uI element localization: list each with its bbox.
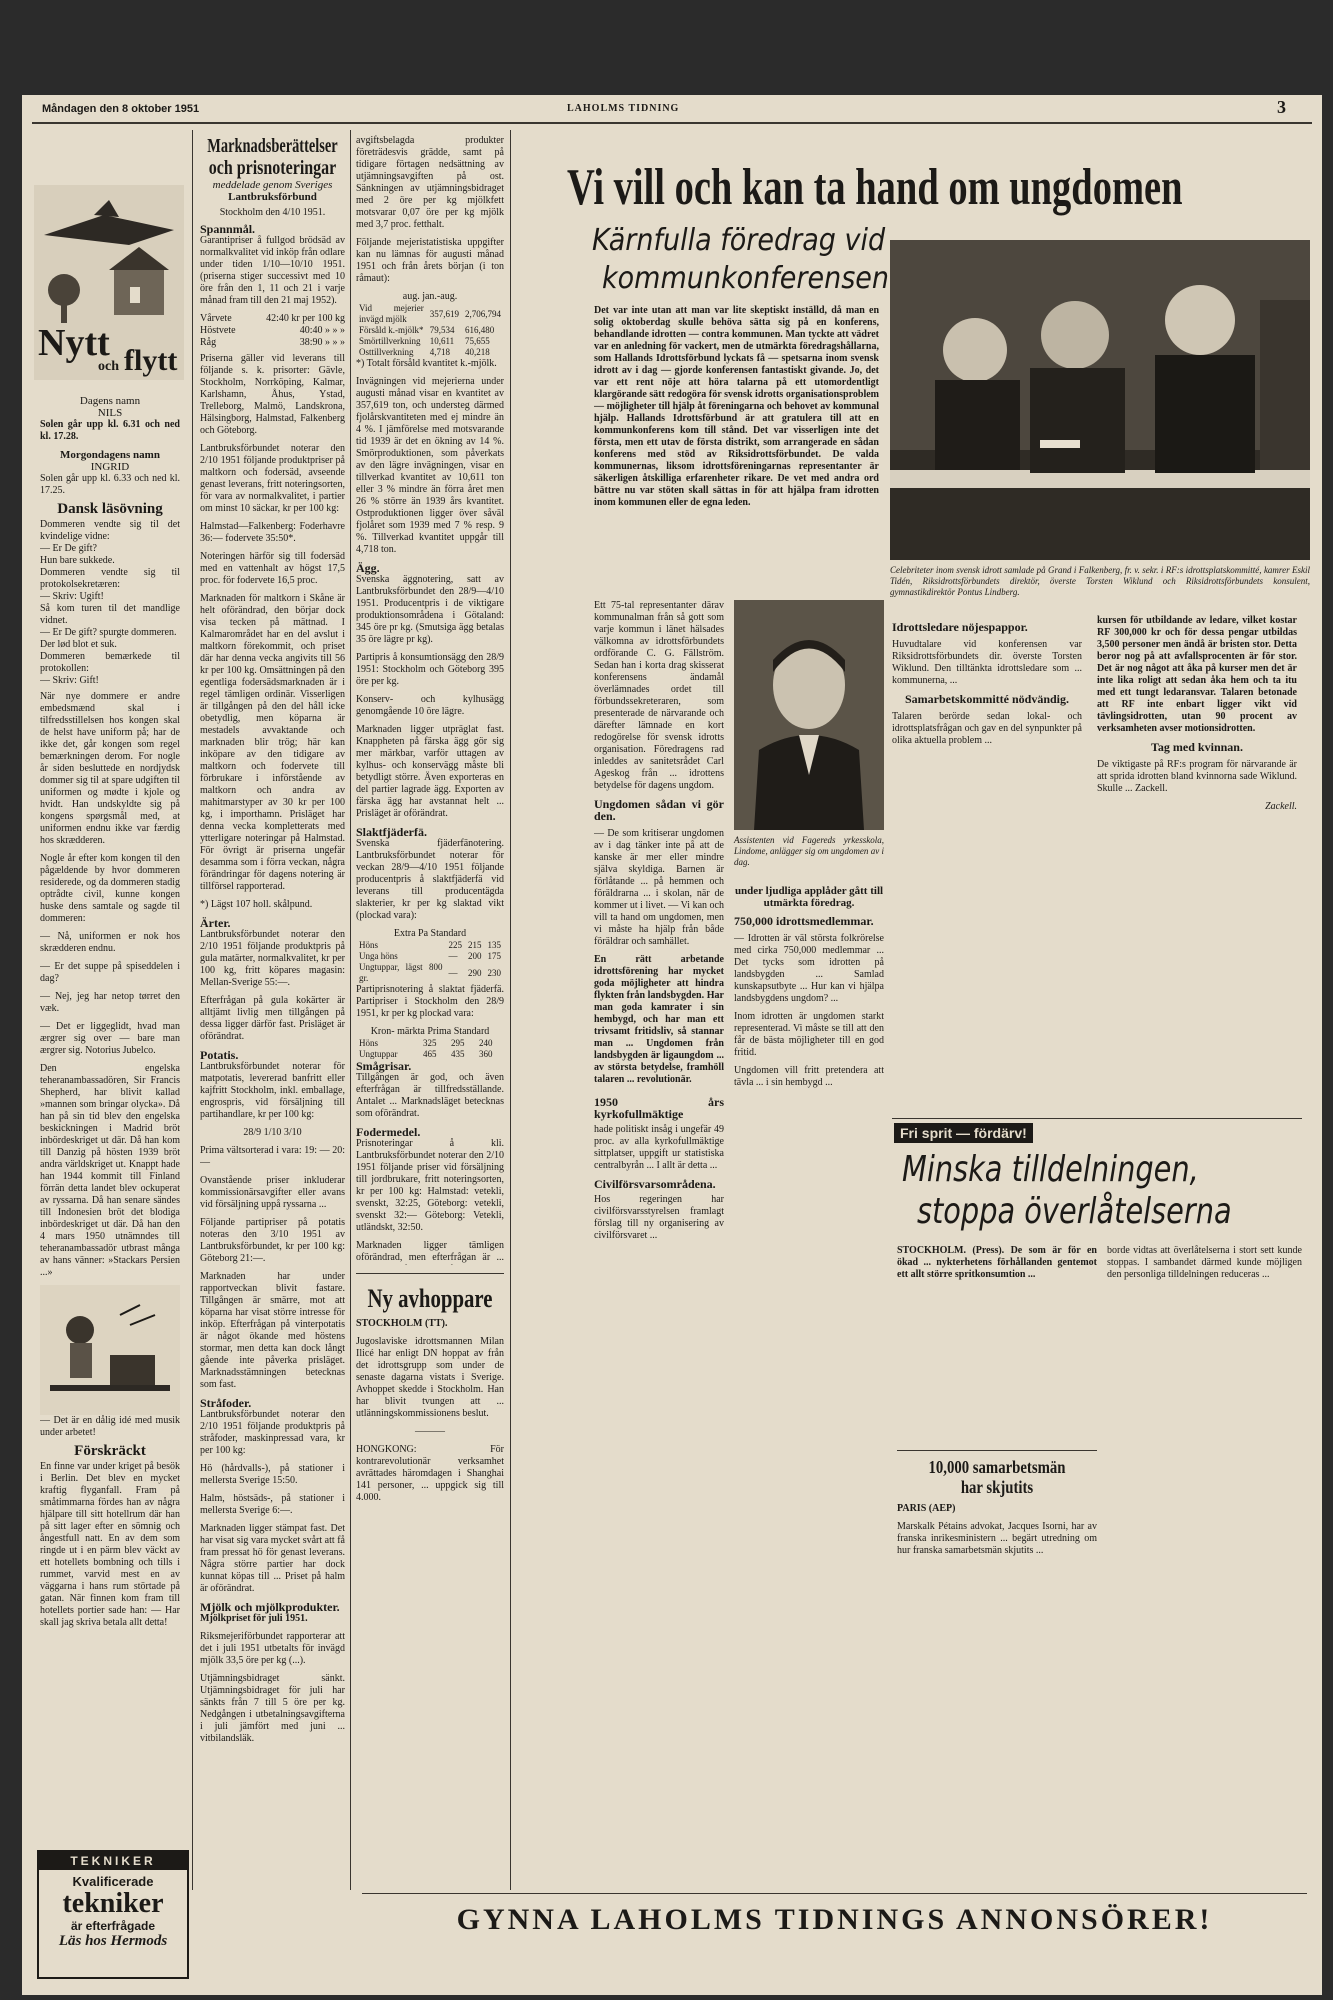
sprit-body-left: STOCKHOLM. (Press). De som är för en ökad ... nykterhetens förhållanden gentemot ett allt större spritkonsumtion ... xyxy=(897,1245,1097,1280)
tag-med-kvinnan-head: Tag med kvinnan. xyxy=(1151,740,1243,754)
rag-row xyxy=(200,337,345,349)
strafoder-body3: Halm, höstsäds-, på stationer i mellersta Sverige 6:—. xyxy=(200,1493,345,1516)
left-body-6: — Det er liggeglidt, hvad man ærgrer sig over — bare man ærgrer sig. Notorius Jubelco. xyxy=(40,1021,180,1056)
ungdom-col3-p2: Talaren berörde sedan lokal- och idrottsplatsfrågan och gav en del synpunkter på olika aktuella problem ... xyxy=(892,711,1082,746)
arter-head: Ärter. xyxy=(200,916,231,930)
table-cell: 4,718 xyxy=(429,347,450,357)
center-quote: under ljudliga applåder gått till utmärkta föredrag. xyxy=(734,885,884,909)
slakt-tbl-head: Extra Pa Standard xyxy=(393,928,467,939)
mjolk-head: Mjölk och mjölkprodukter. xyxy=(200,1600,340,1614)
portrait-caption: Assistenten vid Fagereds yrkesskola, Lindome, anlägger sig om ungdomen av i dag. xyxy=(734,835,884,867)
mid-col-note: *) Totalt försåld kvantitet k.-mjölk. xyxy=(356,358,497,369)
mjolk-sub: Mjölkpriset för juli 1951. xyxy=(200,1613,308,1624)
rag-label: Råg xyxy=(200,337,217,348)
vete-row xyxy=(200,313,345,325)
civilforsvar-head: Civilförsvarsområdena. xyxy=(594,1177,716,1191)
ad-efterfragade: är efterfrågade xyxy=(70,1919,156,1933)
lasovning-line: — Er De gift? spurgte dommeren. xyxy=(40,627,177,638)
column-rule xyxy=(510,130,511,1890)
mjolk-body2: Utjämningsbidraget sänkt. Utjämningsbidraget för juli har sänkts från 7 till 5 öre per kg. Nedgången i utbetalningsavgifterna i juli jämfört med juni ... vitbilandsläk. xyxy=(200,1673,345,1744)
ny-avhoppare-body: Jugoslaviske idrottsmannen Milan Ilicé har enligt DN hoppat av från det idrottsgrupp som under de senaste dagarna vistats i Sverige. Avhoppet skedde i Stockholm. Han har blivit tvungen att ... utlänningskommissionens beslut. xyxy=(356,1336,504,1419)
table-cell: 10,611 xyxy=(429,336,455,346)
table-row xyxy=(356,325,504,336)
footer-banner: GYNNA LAHOLMS TIDNINGS ANNONSÖRER! xyxy=(456,1903,1213,1936)
table-cell: 175 xyxy=(487,951,501,961)
ungdom-column-4 xyxy=(1097,615,1297,1115)
table-cell: Osttillverkning xyxy=(359,347,414,357)
table-cell: 225 xyxy=(448,940,462,950)
ungdom-col2-p3: Ungdomen vill fritt pretendera att tävla ... i sin hembygd ... xyxy=(734,1065,884,1088)
strafoder-body: Lantbruksförbundet noterar den 2/10 1951 följande produktpris på stråfoder, maskinpressad vara, kr per 100 kg: xyxy=(200,1409,345,1456)
lasovning-line: Dommeren vendte sig til protokolsekretæren: xyxy=(40,567,180,590)
agg-body: Svenska äggnotering, satt av Lantbruksförbundet den 28/9—4/10 1951. Producentpris i de viktigare produktionsområdena i Götaland: 345 öre pr kg. (Smutsiga ägg betalas 35 öre lägre pr kg). xyxy=(356,574,504,645)
nytt-title-1: Nytt xyxy=(38,322,110,364)
spannmal-body2: Priserna gäller vid leverans till följande s. k. prisorter: Gävle, Stockholm, Norrköping, Kalmar, Karlshamn, Åhus, Ystad, Trelleborg, Malmö, Landskrona, Hälsingborg, Halmstad, Falkenberg och Göteborg. xyxy=(200,353,345,436)
forskrackt-body: En finne var under kriget på besök i Berlin. Det blev en mycket kraftig flyganfall. Fram på småtimmarna fördes han av några hjälpare till sitt hotellrum där han på sitt lager efter en sömnig och ångestfull natt. En av dem som ringde ut i en pärm blev väckt av ett hotellets bombning och tills i rummet, varvid mest en av väggarna i hans rum störtade på gatan. När finnen kom fram till hotellets portier sade han: — Har skall jag skriva betala allt detta! xyxy=(40,1461,180,1628)
table-cell: — xyxy=(448,967,458,978)
ad-kval: Kvalificerade xyxy=(72,1874,154,1889)
spannmal-head: Spannmål. xyxy=(200,222,256,236)
potatis-body5: Marknaden har under rapportveckan blivit fastare. Tillgången är smärre, mot att köparna har visat större intresse för inköp. Efterfrågan på vinterpotatis är något ökande med höstens stormar, men detta kan dock långt gående inte påverka prisläget. Marknadsstämningen betecknas som fast. xyxy=(200,1271,345,1390)
market-sub-1: meddelade genom Sveriges xyxy=(212,179,333,191)
smagris-head: Smågrisar. xyxy=(356,1059,412,1073)
column-rule xyxy=(350,130,351,1890)
table-cell: 290 xyxy=(468,967,482,978)
host-val: 40:40 » » » xyxy=(299,325,345,336)
table-cell: 360 xyxy=(478,1049,493,1059)
left-body-5: — Nej, jeg har netop tørret den væk. xyxy=(40,991,180,1014)
cartoon-caption: — Det är en dålig idé med musik under arbetet! xyxy=(40,1415,180,1438)
ny-avhoppare-article: Ny avhoppare STOCKHOLM (TT). Jugoslaviske idrottsmannen Milan Ilicé har enligt DN hoppat av från det idrottsgrupp som under de senaste dagarna vistats i Sverige. Avhoppet skedde i Stockholm. Han har blivit tvungen att ... utlänningskommissionens beslut. ——— HONGKONG: För kontrarevolutionär verksamhet avrättades häromdagen i Shanghai 141 personer, ... uppgick sig till 4.000. xyxy=(356,1284,504,1503)
table-cell: 215 xyxy=(468,940,482,950)
box-head-1: 10,000 samarbetsmän xyxy=(928,1457,1066,1477)
left-body-3: — Nå, uniformen er nok hos skrædderen endnu. xyxy=(40,931,180,954)
table-cell: 435 xyxy=(450,1049,465,1059)
vete-val: 42:40 kr per 100 kg xyxy=(266,313,345,324)
civilforsvar-body: Hos regeringen har civilförsvarsstyrelsen framlagt förslag till ny organisering av civilförsvaret ... xyxy=(594,1194,724,1241)
spannmal-body6: Marknaden för maltkorn i Skåne är helt oförändrad, den börjar dock visa tecken på mättnad. I Kalmarområdet har en del avslut i maltkorn förekommit, och priset där har denna vecka angivits till 56 kr per 100 kg. Omsättningen på den egentliga fodersädsmarknaden är i regel tämligen ordinär. Visserligen är tillgången på den del håll icke obetydlig, men köparna är mestadels avvaktande och marknaden blir trög; här kan inköpare av den tidigare av maltkorn och fodervete till förbrukare i införstående av maltkorn och andra av mahitmarstyper av 30 kr per 100 kg, i importhamn. Prisläget har denna vecka kompletterats med ytterligare noteringar på Halmstad. För övrigt är priserna ungefär desamma som i förra veckan, några förändringar för dagens notering är tillförsel rapporterad. xyxy=(200,593,345,892)
ungdom-subhead-1: Kärnfulla föredrag vid xyxy=(592,223,886,258)
kyrkofullmaktige-body: hade politiskt insåg i ungefär 49 proc. av alla kyrkofullmäktige sittplatser, uppgift ur statistiska centralbyrån ... I allt är detta ... xyxy=(594,1124,724,1171)
header-rule xyxy=(32,122,1312,124)
arter-body2: Efterfrågan på gula kokärter är alltjämt livlig men tillgången på dessa ligger därför fast. Prisläget är oförändrat. xyxy=(200,995,345,1042)
section-rule xyxy=(356,1273,504,1274)
ungdom-column-3 xyxy=(892,615,1082,1115)
lasovning-line: Der lød blot et suk. xyxy=(40,639,117,650)
ungdom-col1-p1: Ett 75-tal representanter därav kommunalman från så gott som varje kommun i länet hälsades välkomna av idrottsförbundets ordförande C. G. Fällström. Sedan han i korta drag skisserat konferensens ändamål överlämnades ordet till förbundssekreteraren, som presenterade de närvarande och därefter lämnade en kort redogörelse för svensk idrotts organisation. Föredragens rad inleddes av sanitetsrådet Carl Ageskog från ... idrottens betydelse för dagens ungdom. xyxy=(594,600,724,791)
ny-avhoppare-dateline: STOCKHOLM (TT). xyxy=(356,1318,448,1329)
vete-label: Vårvete xyxy=(200,313,232,324)
potatis-body3: Ovanstående priser inkluderar kommissionärsavgifter eller avans vid försäljning uppå ryssarna ... xyxy=(200,1175,345,1210)
table-cell: 2,706,794 xyxy=(465,308,501,319)
ungdom-headline: Vi vill och kan ta hand om ungdomen xyxy=(567,159,1183,216)
ad-tekniker-big: tekniker xyxy=(62,1888,164,1919)
table-cell: — xyxy=(448,951,458,961)
table-row xyxy=(356,1038,504,1049)
lasovning-line: Hun bare sukkede. xyxy=(40,555,115,566)
table-cell: 325 xyxy=(422,1038,437,1048)
table-row xyxy=(356,962,504,984)
table-cell: 200 xyxy=(468,951,482,961)
hongkong-body: HONGKONG: För kontrarevolutionär verksamhet avrättades häromdagen i Shanghai 141 personer, ... uppgick sig till 4.000. xyxy=(356,1444,504,1503)
spannmal-body4: Halmstad—Falkenberg: Foderhavre 36:— fodervete 35:50*. xyxy=(200,521,345,544)
lasovning-line: — Skriv: Gift! xyxy=(40,675,99,686)
agg-body3: Konserv- och kylhusägg genomgående 10 öre lägre. xyxy=(356,694,504,717)
sprit-body-right: borde vidtas att överlåtelserna i stort sett kunde stoppas. I sambandet därmed kunde möjligen den personliga tilldelningen reduceras ... xyxy=(1107,1245,1302,1280)
ny-avhoppare-head: Ny avhoppare xyxy=(367,1284,493,1313)
table-cell: 357,619 xyxy=(429,308,459,319)
table-row xyxy=(356,940,504,951)
host-row xyxy=(200,325,345,337)
ad-las: Läs hos Hermods xyxy=(58,1933,168,1949)
table-row xyxy=(356,951,504,962)
slakt-body: Svenska fjäderfänotering. Lantbruksförbundet noterar för veckan 28/9—4/10 1951 följande producentpris å slaktfjäderfä vid leverans till producentägda slakterier, kr per kg slaktad vikt (plockad vara): xyxy=(356,838,504,921)
section-rule xyxy=(897,1450,1097,1451)
potatis-body4: Följande partipriser på potatis noteras den 3/10 1951 av Lantbruksförbundet, kr per 100 kg: Göteborg 21:—. xyxy=(200,1217,345,1264)
ungdom-col4-p1: kursen för utbildande av ledare, vilket kostar RF 300,000 kr och för dessa pengar utbildas 3,500 personer men ändå är bristen stor. Detta beror nog på att avfallsprocenten är för stor. Det är nog något att åka på kurser men det är inte lika roligt att sedan åka hem och ta itu med ett tungt ledaransvar. Talaren betonade att RF inte enbart ligger vikt vid tävlingsidrotten, utan 90 procent av verksamheten avser motionsidrotten. xyxy=(1097,615,1297,734)
sol-line-1: Solen går upp kl. 6.31 och ned kl. 17.28. xyxy=(40,419,180,442)
ungdom-col1-head: Ungdomen sådan vi gör den. xyxy=(594,797,724,823)
dagens-namn: NILS xyxy=(97,407,123,419)
nytt-title-2: och xyxy=(98,359,119,374)
page-number: 3 xyxy=(1277,97,1286,117)
table-row xyxy=(356,347,504,358)
market-sub-2: Lantbruksförbund xyxy=(228,191,317,203)
idrottsledare-head: Idrottsledare nöjespappor. xyxy=(892,620,1028,634)
lasovning-line: Dommeren bemærkede til protokollen: xyxy=(40,651,180,674)
mejeri-table xyxy=(356,303,504,358)
sol-line-2: Solen går upp kl. 6.33 och ned kl. 17.25. xyxy=(40,473,180,496)
hermods-ad xyxy=(37,1850,189,1979)
table-cell: 230 xyxy=(487,967,501,978)
column-rule xyxy=(192,130,193,1890)
table-cell: 135 xyxy=(487,940,501,950)
byline: Zackell. xyxy=(1265,801,1297,812)
ungdom-col2-p1: — Idrotten är väl största folkrörelse med cirka 750,000 medlemmar ... Det tycks som idrotten på landsbygden ... Samlad kunskapsutbyte ... Hur kan vi hjälpa landsbygdens ungdom? ... xyxy=(734,933,884,1004)
ungdom-subhead-2: kommunkonferensen xyxy=(602,261,889,296)
strafoder-body2: Hö (hårdvalls-), på stationer i mellersta Sverige 15:50. xyxy=(200,1463,345,1486)
table-cell: 465 xyxy=(422,1049,437,1059)
ungdom-col1-p4: En rätt arbetande idrottsförening har mycket goda möjligheter att hindra flykten från landsbygden. Har man goda kamrater i sin hembygd, och har man ett trivsamt fritidsliv, så stannar man ... Ungdomen från landsbygden är ligaungdom ... av största betydelse, framhöll talaren ... revolutionär. xyxy=(594,954,724,1085)
ungdom-column-2 xyxy=(734,885,884,1840)
samarbetskommitte-head: Samarbetskommitté nödvändig. xyxy=(904,692,1069,706)
table-cell: Ungtuppar xyxy=(359,1049,398,1059)
newspaper-page xyxy=(22,95,1322,1995)
table-cell: 616,480 xyxy=(465,325,495,335)
left-column xyxy=(40,395,180,1845)
ungdom-column-1 xyxy=(594,600,724,1840)
table-row xyxy=(356,303,504,325)
box-body: Marskalk Pétains advokat, Jacques Isorni, har av franska inrikesministern ... begärt utredning om hur franska samarbetsmän skjutits ... xyxy=(897,1521,1097,1556)
market-dateline: Stockholm den 4/10 1951. xyxy=(219,207,326,218)
idrottsmedlemmar-head: 750,000 idrottsmedlemmar. xyxy=(734,914,874,928)
lasovning-line: Så kom turen til det mandlige vidnet. xyxy=(40,603,180,626)
nytt-och-flytt-illustration xyxy=(34,185,184,380)
fodermedel-head: Fodermedel. xyxy=(356,1125,421,1139)
mjolk-body: Riksmejeriförbundet rapporterar att det i juli 1951 utbetalts för invägd mjölk 33,5 öre per kg (...). xyxy=(200,1631,345,1666)
box-head-2: har skjutits xyxy=(960,1477,1034,1497)
table-cell: 295 xyxy=(450,1038,465,1048)
mid-col-body3: Invägningen vid mejerierna under augusti månad visar en kvantitet av 357,619 ton, och understeg därmed fjolårskvantiteten med ej mindre än 4 %. I jämförelse med motsvarande tid 1939 är det en ökning av 14 %. Smörproduktionen, som påverkats av den lägre invägningen, visar en tillverkad kvantitet av 10,611 ton eller 3 % mindre än förra året men 26 % större än 1939 års kvantitet. Ostproduktionen ligger över såväl fjolåret som 1939 med 7 % resp. 9 %. Tillverkad kvantitet uppgår till 4,718 ton. xyxy=(356,376,504,555)
kyrkofullmaktige-head: 1950 års kyrkofullmäktige xyxy=(594,1095,724,1121)
spannmal-body3: Lantbruksförbundet noterar den 2/10 1951 följande produktpriser på maltkorn och fodersäd, avseende genast leverans, fritt noteringsorten, för vara av normalkvalitet, i partier om minst 10 säckar, kr per 100 kg: xyxy=(200,443,345,514)
slakt-table xyxy=(356,940,504,984)
table-cell: 75,655 xyxy=(465,336,490,346)
potatis-body2: Prima vältsorterad i vara: 19: — 20: — xyxy=(200,1145,345,1168)
table-cell: 240 xyxy=(478,1038,493,1048)
table-cell: Smörtillverkning xyxy=(359,336,421,346)
date-line: Måndagen den 8 oktober 1951 xyxy=(42,103,200,115)
strafoder-head: Stråfoder. xyxy=(200,1396,252,1410)
sprit-headline-2: stoppa överlåtelserna xyxy=(917,1191,1232,1232)
table-cell: Försåld k.-mjölk* xyxy=(359,325,424,335)
potatis-body: Lantbruksförbundet noterar för matpotatis, levererad banfritt eller kajfritt Stockholm, inkl. emballage, engrospris, vid försäljning till partihandlare, kr per 100 kg: xyxy=(200,1061,345,1120)
tbl-aug-head: aug. jan.-aug. xyxy=(402,291,458,302)
slakt-body2: Partiprisnotering å slaktat fjäderfä. Partipriser i Stockholm den 28/9 1951, kr per kg plockad vara: xyxy=(356,984,504,1019)
lasovning-head: Dansk läsövning xyxy=(57,501,163,517)
ad-tekniker-bar: TEKNIKER xyxy=(39,1852,187,1870)
market-column-a xyxy=(200,135,345,1895)
arter-body: Lantbruksförbundet noterar den 2/10 1951 följande produktpris på gula matärter, normalkvalitet, kr per 100 kg, fritt köpares magasin: Mellan-Sverige 55:—. xyxy=(200,929,345,988)
fodermedel-body: Prisnoteringar å kli. Lantbruksförbundet noterar den 2/10 1951 följande priser vid försäljning till jordbrukare, fritt noteringsorten, kr per 100 kg: Halmstad: vetekli, svenskt, 32:25, Göteborg: vetekli, svenskt 32:— Göteborg: Vetekli, utländskt, 32:50. xyxy=(356,1138,504,1233)
lasovning-line: Dommeren vendte sig til det kvindelige vidne: xyxy=(40,519,180,542)
spannmal-body5: Noteringen härför sig till fodersäd med en vattenhalt av högst 17,5 proc. för fodervete 16,5 proc. xyxy=(200,551,345,586)
left-body-2: Nogle år efter kom kongen til den pågældende by hvor dommeren residerede, og da dommeren stadig optrådte civil, kunne kongen huske dens samtale og sagde til dommeren: xyxy=(40,853,180,924)
ungdom-col2-p2: Inom idrotten är ungdomen starkt representerad. Vi måste se till att den får de bästa möjligheter till en god fritid. xyxy=(734,1011,884,1058)
lasovning-list xyxy=(40,519,180,687)
table-row xyxy=(356,336,504,347)
table-cell: Höns xyxy=(359,940,379,950)
lasovning-line: — Skriv: Ugift! xyxy=(40,591,104,602)
nytt-title-3: flytt xyxy=(124,344,178,377)
paper-name: LAHOLMS TIDNING xyxy=(567,103,680,114)
table-cell: Vid mejerier invägd mjölk xyxy=(359,303,424,324)
photo-caption: Celebriteter inom svensk idrott samlade på Grand i Falkenberg, fr. v. sekr. i RF:s idrottsplatskommitté, kamrer Eskil Tidén, Riksidrottsförbundets direktör, överste Torsten Wiklund och Riksidrottsförbundets konsulent, gymnastikdirektör Pontus Lindberg. xyxy=(890,565,1310,597)
section-rule xyxy=(892,1118,1302,1119)
left-body-7: Den engelska teheranambassadören, Sir Francis Shepherd, har blivit kallad »mannen som bringar olycka». Då han på sin tid blev den engelska beskickningen i Madrid bröt inbördeskriget ut där. Då han kom till Danzig på hösten 1939 bröt andra världskriget ut. Knappt hade han 1944 kommit till Finland förrän detta landet blev ockuperat av ryssarna. Då han senare sändes till Indonesien bröt det blodiga inbördeskriget ut där. Då han den 4 mars 1950 utnämndes till teheranambassadör utbrast många av hans vänner: »Stackars Persien ...» xyxy=(40,1063,180,1278)
portrait-photo xyxy=(734,600,884,830)
market-title-2: och prisnoteringar xyxy=(208,157,337,179)
left-body-4: — Er det suppe på spiseddelen i dag? xyxy=(40,961,180,984)
cartoon-illustration xyxy=(40,1285,180,1415)
agg-body2: Partipris å konsumtionsägg den 28/9 1951: Stockholm och Göteborg 395 öre per kg. xyxy=(356,652,504,687)
forskrackt-head: Förskräckt xyxy=(74,1443,146,1459)
dagens-namn-label: Dagens namn xyxy=(79,395,141,407)
lasovning-line: — Er De gift? xyxy=(40,543,97,554)
market-title-1: Marknadsberättelser xyxy=(207,135,338,157)
fodermedel-body2: Marknaden ligger tämligen oförändrad, men efterfrågan är ... xyxy=(356,1240,504,1263)
host-label: Höstvete xyxy=(200,325,236,336)
slakt-head: Slaktfjäderfä. xyxy=(356,825,427,839)
slakt-table-2 xyxy=(356,1038,504,1060)
ungdom-lead: Det var inte utan att man var lite skeptiskt inställd, då man en solig oktoberdag skulle behöva sätta sig på en konferens, behandlande idrotten — contra kommunen. Man tyckte att vädret var en anledning för vackert, men de utmärkta föredragshållarna, som Hallands Idrottsförbund lyckats få — spetsarna inom svensk idrott av i dag — gjorde konferensen fantastiskt givande. Jo, det var ett rent nöje att höra talarna på ett utomordentligt klargörande sätt redogöra för svensk idrotts organisationsproblem — möjligheter till hjälp åt föreningarna och behovet av kommunal hjälp. Hallands Idrottsförbund är att gratulera till att en kommunkonferens kom till stånd. Det var visserligen inte det första, men ett utav de första distrikt, som arrangerade en sådan konferens med stöd av Riksidrottsförbundet. De valda kommunernas, liksom idrottsföreningarnas representanter är säkerligen åtskilliga erfarenheter rikare. De vet med andra ord bättre nu var stöten skall sättas in för att hjälpa fram idrotten inom kommunen eller de egna leden. xyxy=(594,305,879,508)
ungdom-col1-p3: — De som kritiserar ungdomen av i dag tänker inte på att de kanske är mer eller mindre själva skyldiga. Barnen är förlåtande ... på hemmen och föräldrarna ... i skolan, när de kommer ut i livet. — Vi kan och vill ta hand om ungdomen, men vi måste ha hjälp från både föräldrar och samhället. xyxy=(594,828,724,947)
agg-head: Ägg. xyxy=(356,561,380,575)
sprit-headline-1: Minska tilldelningen, xyxy=(902,1149,1199,1190)
rag-val: 38:90 » » » xyxy=(299,337,345,348)
slakt-tbl2-head: Kron- märkta Prima Standard xyxy=(370,1026,490,1037)
table-cell: 40,218 xyxy=(465,347,490,357)
box-dateline: PARIS (AEP) xyxy=(897,1503,956,1514)
spannmal-body: Garantipriser å fullgod brödsäd av normalkvalitet vid inköp från odlare under tiden 1/10—10/10 1951. (priserna stiger successivt med 10 öre från den 1, 11 och 21 i varje månad fram till den 21 maj 1952). xyxy=(200,235,345,306)
footer-rule xyxy=(362,1893,1307,1894)
conference-photo xyxy=(890,240,1310,560)
potatis-head: Potatis. xyxy=(200,1048,239,1062)
strafoder-body4: Marknaden ligger stämpat fast. Det har visat sig vara mycket svårt att få fram pressat hö för genast leverans. Några större partier har dock kunnat köpas till ... Priset på halm är oförändrat. xyxy=(200,1523,345,1594)
market-column-b xyxy=(356,135,504,1265)
potatis-row: 28/9 1/10 3/10 xyxy=(243,1127,302,1138)
samarbetsman-box xyxy=(897,1457,1097,1887)
smagris-body: Tillgången är god, och även efterfrågan är tillfredsställande. Antalet ... Marknadsläget betecknas som oförändrat. xyxy=(356,1072,504,1119)
table-cell: Höns xyxy=(359,1038,379,1048)
agg-body4: Marknaden ligger utpräglat fast. Knappheten på färska ägg gör sig mer märkbar, varför uttagen av kylhus- och konservägg måste bli betydligt större. Även exporteras en del partier lagrade ägg. Exporten av färska ägg har avstannat helt ... Prisläget är oförändrat. xyxy=(356,724,504,819)
spannmal-body7: *) Lägst 107 holl. skålpund. xyxy=(200,899,313,910)
mid-col-body2: Följande mejeristatistiska uppgifter kan nu lämnas för augusti månad 1951 och från årets början (i ton råmaut): xyxy=(356,237,504,284)
table-cell: 79,534 xyxy=(429,325,455,335)
sprit-kicker: Fri sprit — fördärv! xyxy=(894,1123,1033,1143)
morgondagens-label: Morgondagens namn xyxy=(60,449,160,461)
table-cell: Ungtuppar, lägst 800 gr. xyxy=(359,962,443,983)
mid-col-body1: avgiftsbelagda produkter företrädesvis grädde, samt på tidigare förtagen nedsättning av utjämningsavgiften på ost. Sänkningen av utjämningsbidraget med 2 öre per kg mjölkfett motsvarar 0,07 öre per kg mjölk med 3,7 proc. fetthalt. xyxy=(356,135,504,230)
table-cell: Unga höns xyxy=(359,951,398,961)
ungdom-col3-p1: Huvudtalare vid konferensen var Riksidrottsförbundets dir. överste Torsten Wiklund. Den tilltänkta idrottsledare som ... kommunerna, ... xyxy=(892,639,1082,686)
morgondagens-namn: INGRID xyxy=(90,461,130,473)
ungdom-col4-p2: De viktigaste på RF:s program för närvarande är att sprida idrotten bland kvinnorna sade Wiklund. Skulle ... Zackell. xyxy=(1097,759,1297,794)
left-body-1: När nye dommere er andre embedsmænd skal i tilfredsstillelsen hos kongen skal de helst have uniform på; har de ikke det, går kongen som regel bemærkningen derom. For nogle år siden besluttede en nordjydsk dommer sig til at spare udgiften til uniformen og mødte i kjole og hvidt. Han undskyldte sig på kongens spørgsmål med, at uniformen endnu ikke var færdig hos skrædderen. xyxy=(40,691,180,846)
